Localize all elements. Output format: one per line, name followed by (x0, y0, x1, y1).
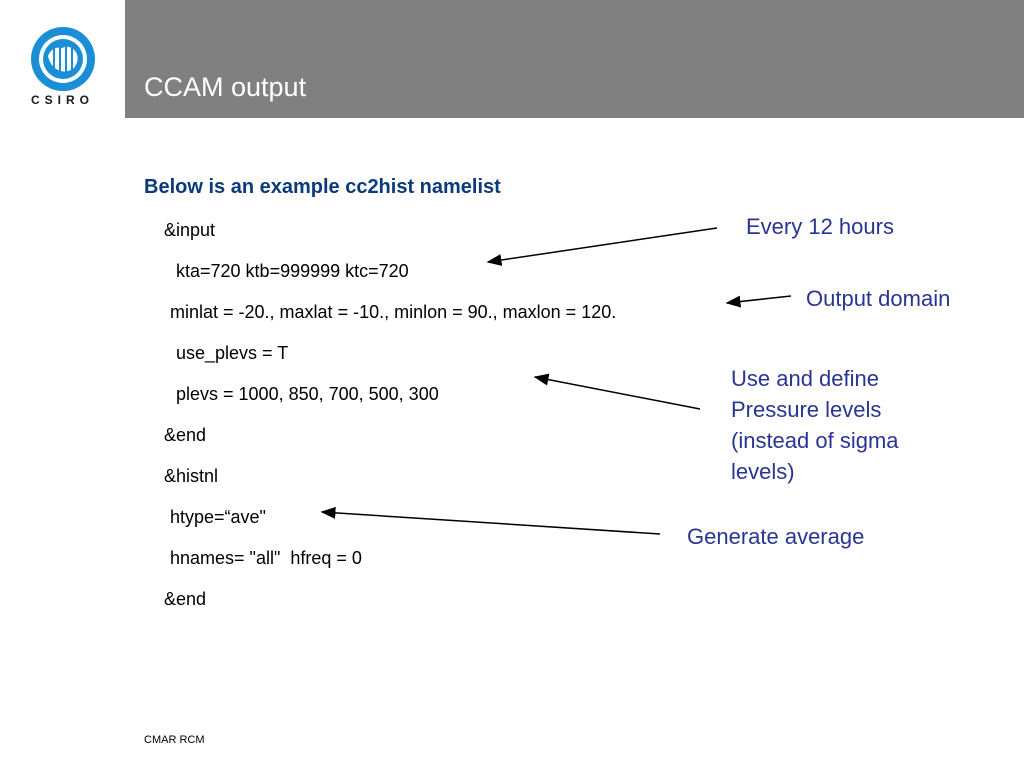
annotation-pressure-line-3: (instead of sigma (731, 428, 899, 453)
logo-text: CSIRO (30, 93, 94, 107)
code-line-end-2: &end (164, 589, 207, 609)
arrow-pressure-levels (535, 377, 700, 409)
annotation-output-domain: Output domain (806, 286, 951, 311)
annotation-pressure-line-2: Pressure levels (731, 397, 882, 422)
footer-text: CMAR RCM (144, 734, 205, 746)
code-line-end: &end (164, 425, 207, 445)
code-line-domain: minlat = -20., maxlat = -10., minlon = 90., maxlon = 120. (170, 302, 617, 322)
arrow-generate-average (322, 512, 660, 534)
code-line-kta: kta=720 ktb=999999 ktc=720 (176, 261, 409, 281)
code-line-plevs: plevs = 1000, 850, 700, 500, 300 (176, 384, 439, 404)
annotation-generate-average: Generate average (687, 524, 865, 549)
code-line-histnl: &histnl (164, 466, 219, 486)
slide-title: CCAM output (144, 72, 307, 102)
annotation-pressure-line-4: levels) (731, 459, 795, 484)
annotation-pressure-line-1: Use and define (731, 366, 879, 391)
code-line-hnames: hnames= "all" hfreq = 0 (170, 548, 362, 568)
arrow-every-12-hours (488, 228, 717, 262)
code-line-input: &input (164, 220, 216, 240)
code-line-htype: htype=“ave" (170, 507, 266, 527)
annotation-every-12-hours: Every 12 hours (746, 214, 894, 239)
arrow-output-domain (727, 296, 791, 303)
code-line-use-plevs: use_plevs = T (176, 343, 289, 363)
section-heading: Below is an example cc2hist namelist (144, 176, 501, 198)
